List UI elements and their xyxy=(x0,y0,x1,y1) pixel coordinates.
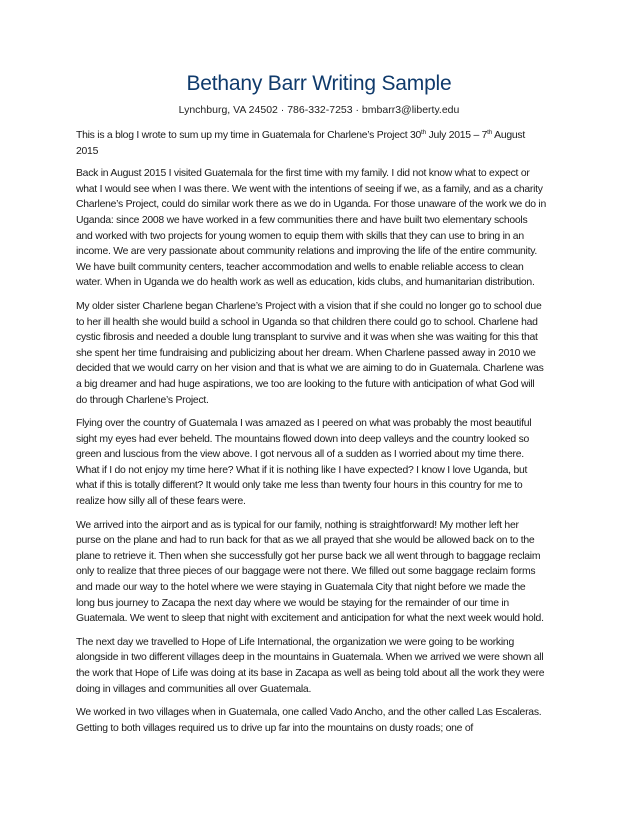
body-paragraph: The next day we travelled to Hope of Life International, the organization we were going to be working alongside in two different villages deep in the mountains in Guatemala. When we arrived we were shown all the work that Hope of Life was doing at its base in Zacapa as well as being told about all the work they were doing in villages and communities all over Guatemala. xyxy=(76,636,545,695)
intro-text-start: This is a blog I wrote to sum up my time in Guatemala for Charlene’s Project 30 xyxy=(76,130,422,141)
body-paragraph: My older sister Charlene began Charlene’s Project with a vision that if she could no longer go to school due to her ill health she would build a school in Uganda so that children there could go to school. Charlene had cystic fibrosis and needed a double lung transplant to survive and it was when she was waiting for this that she spent her time fundraising and publicizing about her dream. When Charlene passed away in 2010 we decided that we would carry on her vision and that is what we are aiming to do in Guatemala. Charlene was a big dreamer and had huge aspirations, we too are looking to the future with anticipation of what God will do through Charlene’s Project. xyxy=(76,300,544,406)
body-paragraph: Back in August 2015 I visited Guatemala for the first time with my family. I did not know what to expect or what I would see when I was there. We went with the intentions of seeing if we, as a family, and as a charity Charlene’s Project, could do similar work there as we do in Uganda. For those unaware of the work we do in Uganda: since 2008 we have worked in a few communities there and have built two elementary schools and worked with two projects for young women to equip them with skills that they can use to bring in an income. We are very passionate about community relations and improving the life of the entire community. We have built community centers, teacher accommodation and wells to enable reliable access to clean water. When in Uganda we do health work as well as education, kids clubs, and humanitarian distribution. xyxy=(76,168,547,289)
ordinal-suffix: th xyxy=(487,129,493,136)
document-title: Bethany Barr Writing Sample xyxy=(186,72,452,95)
body-paragraph: Flying over the country of Guatemala I was amazed as I peered on what was probably the most beautiful sight my eyes had ever beheld. The mountains flowed down into deep valleys and the country looked so green and luscious from the view above. I got nervous all of a sudden as I worried about my time there. What if I do not enjoy my time here? What if it is nothing like I have expected? I know I love Uganda, but what if this is totally different? It would only take me less than twenty four hours in this country for me to realize how silly all of these fears were. xyxy=(76,418,532,508)
intro-text-end: August 2015 xyxy=(76,130,526,157)
body-paragraph: We worked in two villages when in Guatemala, one called Vado Ancho, and the other called Las Escaleras. Getting to both villages required us to drive up far into the mountains on dusty roads; one of xyxy=(76,707,542,734)
contact-line: Lynchburg, VA 24502 · 786-332-7253 · bmbarr3@liberty.edu xyxy=(178,104,460,116)
document-body xyxy=(76,128,546,744)
intro-text-middle: July 2015 – 7 xyxy=(425,130,488,141)
ordinal-suffix: th xyxy=(421,129,426,136)
intro-paragraph xyxy=(76,128,546,159)
body-paragraph: We arrived into the airport and as is typical for our family, nothing is straightforward! My mother left her purse on the plane and had to run back for that as we all prayed that she would be allowed back on to the plane to retrieve it. Then when she successfully got her purse back we all went through to baggage reclaim only to realize that three pieces of our baggage were not there. We filled out some baggage reclaim forms and made our way to the hotel where we were staying in Guatemala City that night before we made the long bus journey to Zacapa the next day where we would be staying for the remainder of our time in Guatemala. We went to sleep that night with excitement and anticipation for what the next week would hold. xyxy=(76,519,544,625)
